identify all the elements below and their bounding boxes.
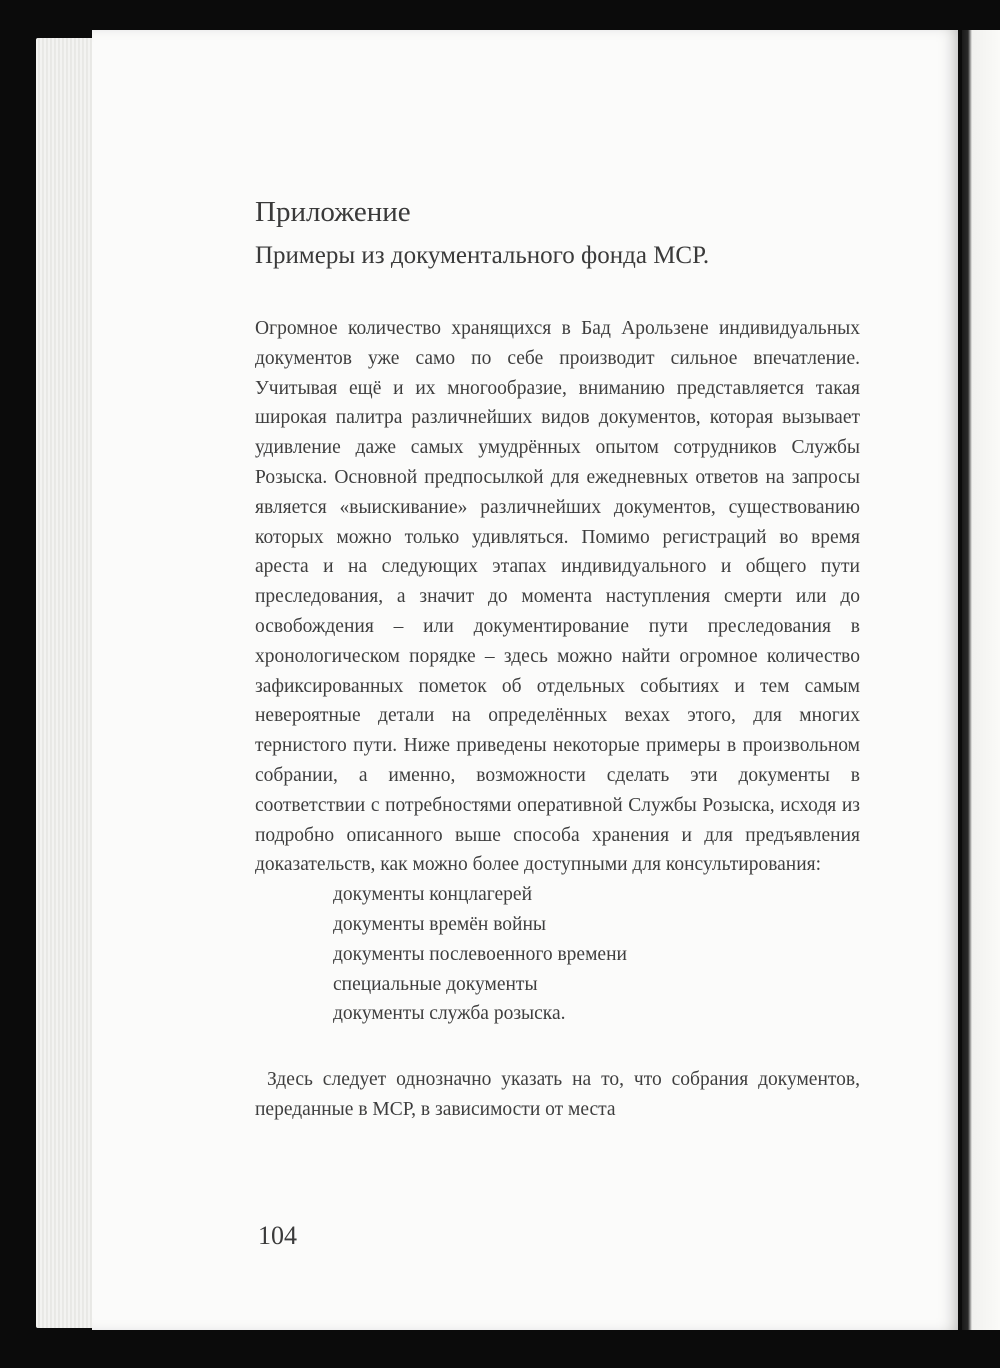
list-item: документы концлагерей <box>333 884 533 906</box>
page-subtitle: Примеры из документального фонда МСР. <box>255 242 710 269</box>
paragraph-continuation: Здесь следует однозначно указать на то, что собрания документов, переданные в МСР, в зависимости от места <box>255 1069 860 1120</box>
paragraph-intro: Огромное количество хранящихся в Бад Арользене индивидуальных документов уже само по себе производит сильное впечатление. Учитывая ещё и их многообразие, вниманию представляется такая широкая палитра различнейших видов документов, которая вызывает удивление даже самых умудрённых опытом сотрудников Службы Розыска. Основной предпосылкой для ежедневных ответов на запросы является «выискивание» различнейших документов, существованию которых можно только удивляться. Помимо регистраций во время ареста и на следующих этапах индивидуального и общего пути преследования, а значит до момента наступления смерти или до освобождения – или документирование пути преследования в хронологическом порядке – здесь можно найти огромное количество зафиксированных пометок об отдельных событиях и тем самым невероятные детали на определённых вехах этого, для многих тернистого пути. Ниже приведены некоторые примеры в произвольном собрании, а именно, возможности сделать эти документы в соответствии с потребностями оперативной Службы Розыска, исходя из подробно описанного выше способа хранения и для предъявления доказательств, как можно более доступными для консультирования: <box>255 318 860 876</box>
list-item: документы времён войны <box>333 913 547 935</box>
list-item: документы служба розыска. <box>333 1003 566 1025</box>
page-number: 104 <box>258 1221 297 1250</box>
list-item: специальные документы <box>333 973 538 995</box>
page-title: Приложение <box>255 196 411 228</box>
document-types-list <box>255 880 860 1029</box>
list-item: документы послевоенного времени <box>333 943 627 965</box>
opposite-page-edge <box>962 30 1000 1330</box>
page-content <box>255 190 860 1125</box>
